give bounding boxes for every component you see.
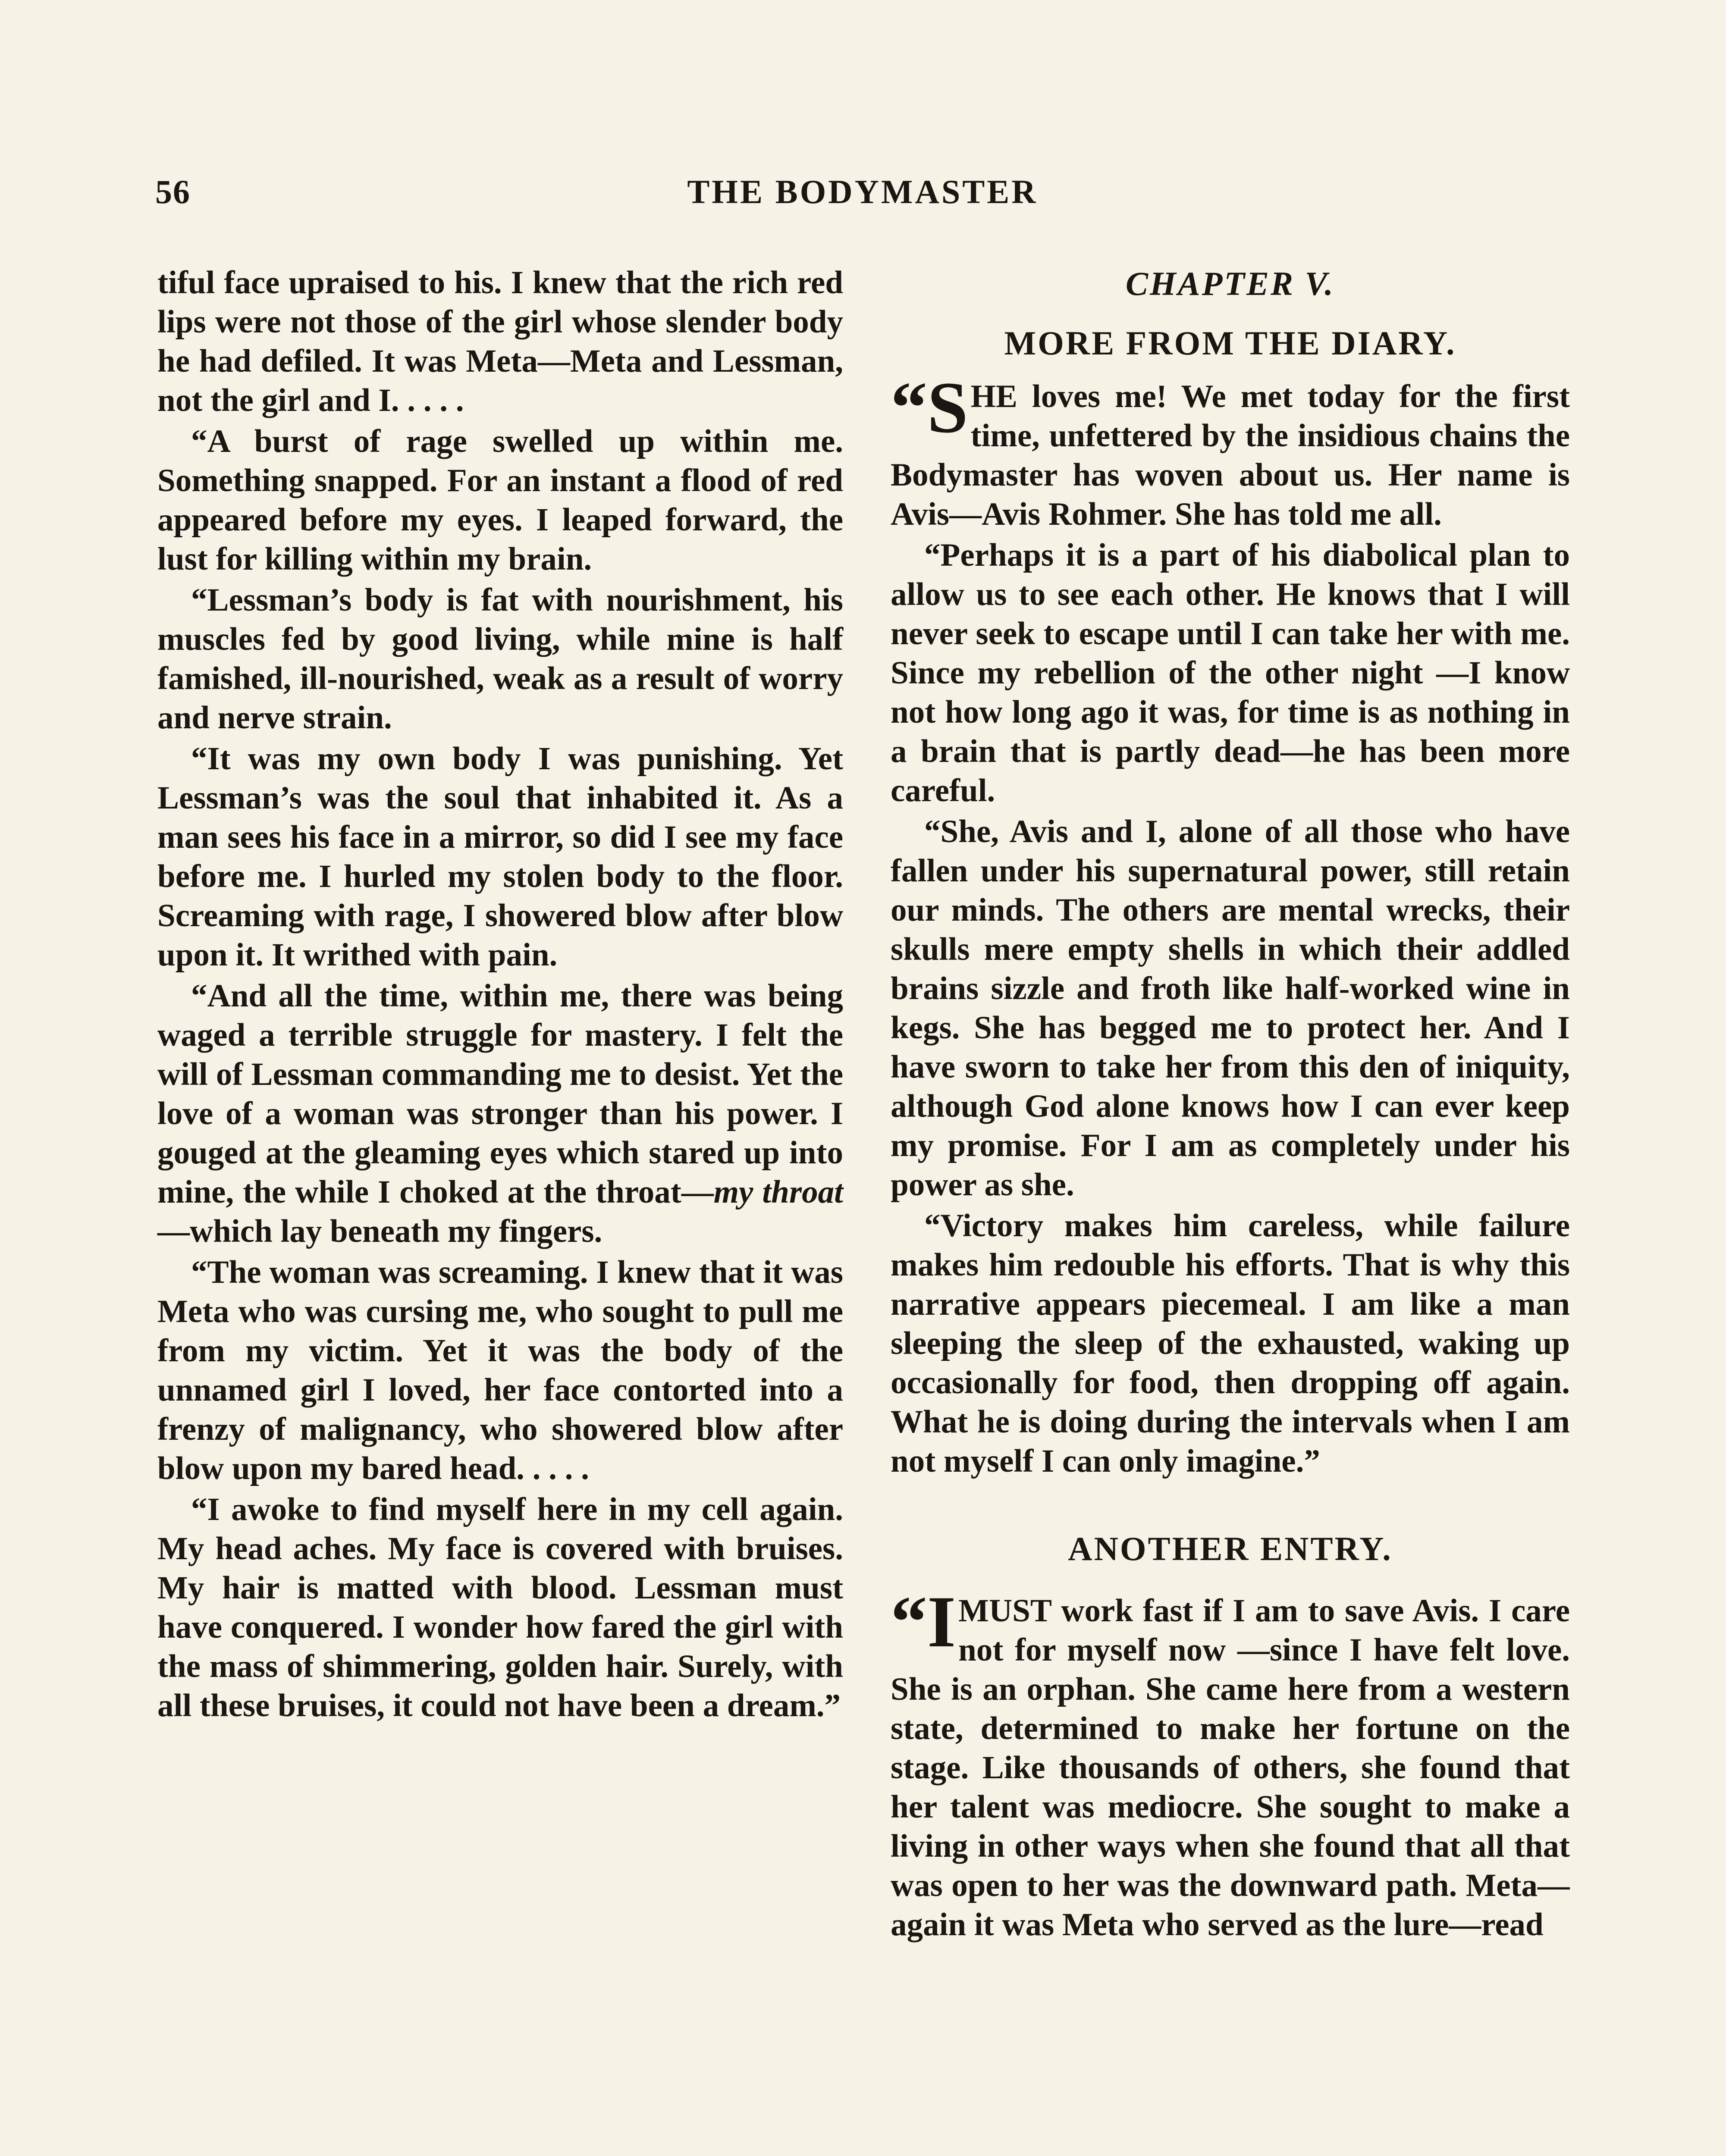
paragraph: “Victory makes him careless, while failure makes him redouble his efforts. That is why this narrative appears piecemeal. I am like a man sleeping the sleep of the exhausted, waking up occasionally for food, then dropping off again. What he is doing during the intervals when I am not myself I can only imagine.”: [891, 1208, 1570, 1479]
paragraph: [891, 367, 1570, 534]
chapter-heading: CHAPTER V.: [1125, 265, 1335, 302]
left-column: [157, 263, 843, 1727]
paragraph: [891, 1581, 1570, 1944]
right-column: [891, 263, 1570, 2156]
section-heading: ANOTHER ENTRY.: [1068, 1530, 1393, 1567]
paragraph: “The woman was screaming. I knew that it was Meta who was cursing me, who sought to pull me from my victim. Yet it was the body of the unnamed girl I loved, her face contorted into a frenzy of malignancy, who showered blow after blow upon my bared head. . . . .: [157, 1254, 843, 1486]
paragraph: “Lessman’s body is fat with nourishment, his muscles fed by good living, while mine is half famished, ill-nourished, weak as a result of worry and nerve strain.: [157, 582, 843, 736]
drop-cap-letter: S: [927, 367, 968, 448]
paragraph: “Perhaps it is a part of his diabolical plan to allow us to see each other. He knows that I will never seek to escape until I can take her with me. Since my rebellion of the other night —I know not how long ago it was, for time is as nothing in a brain that is partly dead—he has been more careful.: [891, 537, 1570, 808]
section-heading: MORE FROM THE DIARY.: [1004, 324, 1456, 362]
italic-emphasis: my throat: [713, 1174, 843, 1210]
open-quote: “: [891, 1581, 927, 1662]
paragraph-text-continued: —which lay beneath my fingers.: [157, 1213, 603, 1249]
paragraph: “A burst of rage swelled up within me. Something snapped. For an instant a flood of red appeared before my eyes. I leaped forward, the lust for killing within my brain.: [157, 423, 843, 577]
paragraph-text: MUST work fast if I am to save Avis. I care not for myself now —since I have felt love. She is an orphan. She came here from a western state, determined to make her fortune on the stage. Like thousands of others, she found that her talent was mediocre. She sought to make a living in other ways when she found that all that was open to her was the downward path. Meta—again it was Meta who served as the lure—read: [891, 1593, 1570, 1943]
drop-cap-letter: I: [927, 1581, 956, 1662]
paragraph-text: “And all the time, within me, there was being waged a terrible struggle for mastery. I felt the will of Lessman commanding me to desist. Yet the love of a woman was stronger than his power. I gouged at the gleaming eyes which stared up into mine, the while I choked at the throat—: [157, 978, 843, 1210]
paragraph: “She, Avis and I, alone of all those who have fallen under his supernatural power, still retain our minds. The others are mental wrecks, their skulls mere empty shells in which their addled brains sizzle and froth like half-worked wine in kegs. She has begged me to protect her. And I have sworn to take her from this den of iniquity, although God alone knows how I can ever keep my promise. For I am as completely under his power as she.: [891, 814, 1570, 1203]
page-header: [155, 172, 1570, 224]
paragraph: tiful face upraised to his. I knew that the rich red lips were not those of the girl whose slender body he had defiled. It was Meta—Meta and Lessman, not the girl and I. . . . .: [157, 265, 843, 418]
page-number: 56: [155, 173, 191, 210]
running-title: THE BODYMASTER: [687, 173, 1038, 210]
paragraph-text: HE loves me! We met today for the first time, unfettered by the insidious chains the Bodymaster has woven about us. Her name is Avis—Avis Rohmer. She has told me all.: [891, 379, 1570, 532]
paragraph: “I awoke to find myself here in my cell again. My head aches. My face is covered with bruises. My hair is matted with blood. Lessman must have conquered. I wonder how fared the girl with the mass of shimmering, golden hair. Surely, with all these bruises, it could not have been a dream.”: [157, 1492, 843, 1724]
paragraph: “It was my own body I was punishing. Yet Lessman’s was the soul that inhabited it. As a man sees his face in a mirror, so did I see my face before me. I hurled my stolen body to the floor. Screaming with rage, I showered blow after blow upon it. It writhed with pain.: [157, 741, 843, 973]
paragraph: [157, 976, 843, 1251]
drop-cap: [891, 367, 968, 448]
drop-cap: [891, 1581, 956, 1662]
open-quote: “: [891, 367, 927, 448]
